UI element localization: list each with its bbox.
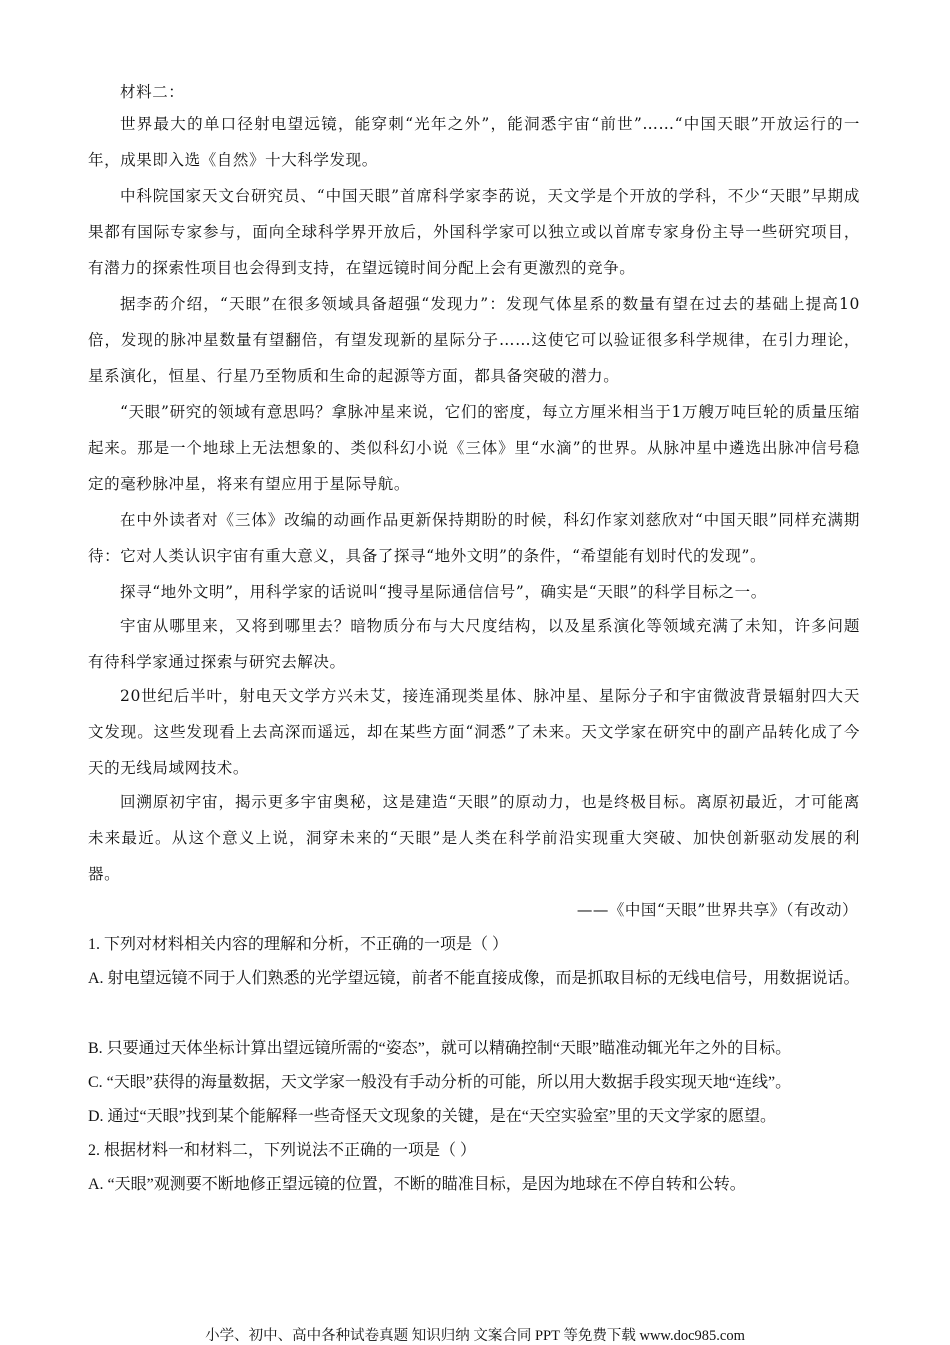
- paragraph-5: 在中外读者对《三体》改编的动画作品更新保持期盼的时候，科幻作家刘慈欣对“中国天眼”同样充满期待：它对人类认识宇宙有重大意义，具备了探寻“地外文明”的条件，“希望能有划时代的发现”。: [88, 511, 860, 565]
- question-1-option-b: B. 只要通过天体坐标计算出望远镜所需的“姿态”，就可以精确控制“天眼”瞄准动辄光年之外的目标。: [88, 1040, 792, 1057]
- question-1-option-c: C. “天眼”获得的海量数据，天文学家一般没有手动分析的可能，所以用大数据手段实现天地“连线”。: [88, 1074, 792, 1091]
- paragraph-6: 探寻“地外文明”，用科学家的话说叫“搜寻星际通信信号”，确实是“天眼”的科学目标之一。: [120, 583, 767, 601]
- paragraph-9: 回溯原初宇宙，揭示更多宇宙奥秘，这是建造“天眼”的原动力，也是终极目标。离原初最近，才可能离未来最近。从这个意义上说，洞穿未来的“天眼”是人类在科学前沿实现重大突破、加快创新驱动发展的利器。: [88, 793, 860, 883]
- paragraph-4: “天眼”研究的领域有意思吗？拿脉冲星来说，它们的密度，每立方厘米相当于1万艘万吨巨轮的质量压缩起来。那是一个地球上无法想象的、类似科幻小说《三体》里“水滴”的世界。从脉冲星中遴选出脉冲信号稳定的毫秒脉冲星，将来有望应用于星际导航。: [88, 403, 860, 493]
- material-title: 材料二：: [120, 83, 185, 101]
- paragraph-2: 中科院国家天文台研究员、“中国天眼”首席科学家李菂说，天文学是个开放的学科，不少“天眼”早期成果都有国际专家参与，面向全球科学界开放后，外国科学家可以独立或以首席专家身份主导一些研究项目，有潜力的探索性项目也会得到支持，在望远镜时间分配上会有更激烈的竞争。: [88, 187, 860, 277]
- paragraph-1: 世界最大的单口径射电望远镜，能穿刺“光年之外”，能洞悉宇宙“前世”……“中国天眼”开放运行的一年，成果即入选《自然》十大科学发现。: [88, 115, 860, 169]
- question-2-stem: 2. 根据材料一和材料二，下列说法不正确的一项是（ ）: [88, 1142, 477, 1159]
- paragraph-7: 宇宙从哪里来，又将到哪里去？暗物质分布与大尺度结构，以及星系演化等领域充满了未知，许多问题有待科学家通过探索与研究去解决。: [88, 617, 860, 671]
- footer-text: 小学、初中、高中各种试卷真题 知识归纳 文案合同 PPT 等免费下载 www.doc985.com: [205, 1328, 745, 1344]
- question-2-option-a: A. “天眼”观测要不断地修正望远镜的位置，不断的瞄准目标，是因为地球在不停自转和公转。: [88, 1176, 746, 1193]
- paragraph-3: 据李菂介绍，“天眼”在很多领域具备超强“发现力”：发现气体星系的数量有望在过去的基础上提高10倍，发现的脉冲星数量有望翻倍，有望发现新的星际分子……这使它可以验证很多科学规律，在引力理论，星系演化，恒星、行星乃至物质和生命的起源等方面，都具备突破的潜力。: [88, 295, 860, 385]
- source-citation: ——《中国“天眼”世界共享》（有改动）: [576, 901, 858, 919]
- question-1-option-d: D. 通过“天眼”找到某个能解释一些奇怪天文现象的关键，是在“天空实验室”里的天文学家的愿望。: [88, 1108, 776, 1125]
- question-1-stem: 1. 下列对材料相关内容的理解和分析，不正确的一项是（ ）: [88, 936, 509, 953]
- paragraph-8: 20世纪后半叶，射电天文学方兴未艾，接连涌现类星体、脉冲星、星际分子和宇宙微波背景辐射四大天文发现。这些发现看上去高深而遥远，却在某些方面“洞悉”了未来。天文学家在研究中的副产品转化成了今天的无线局域网技术。: [88, 687, 860, 777]
- question-1-option-a: A. 射电望远镜不同于人们熟悉的光学望远镜，前者不能直接成像，而是抓取目标的无线电信号，用数据说话。: [88, 970, 860, 987]
- page-footer: [0, 1324, 950, 1345]
